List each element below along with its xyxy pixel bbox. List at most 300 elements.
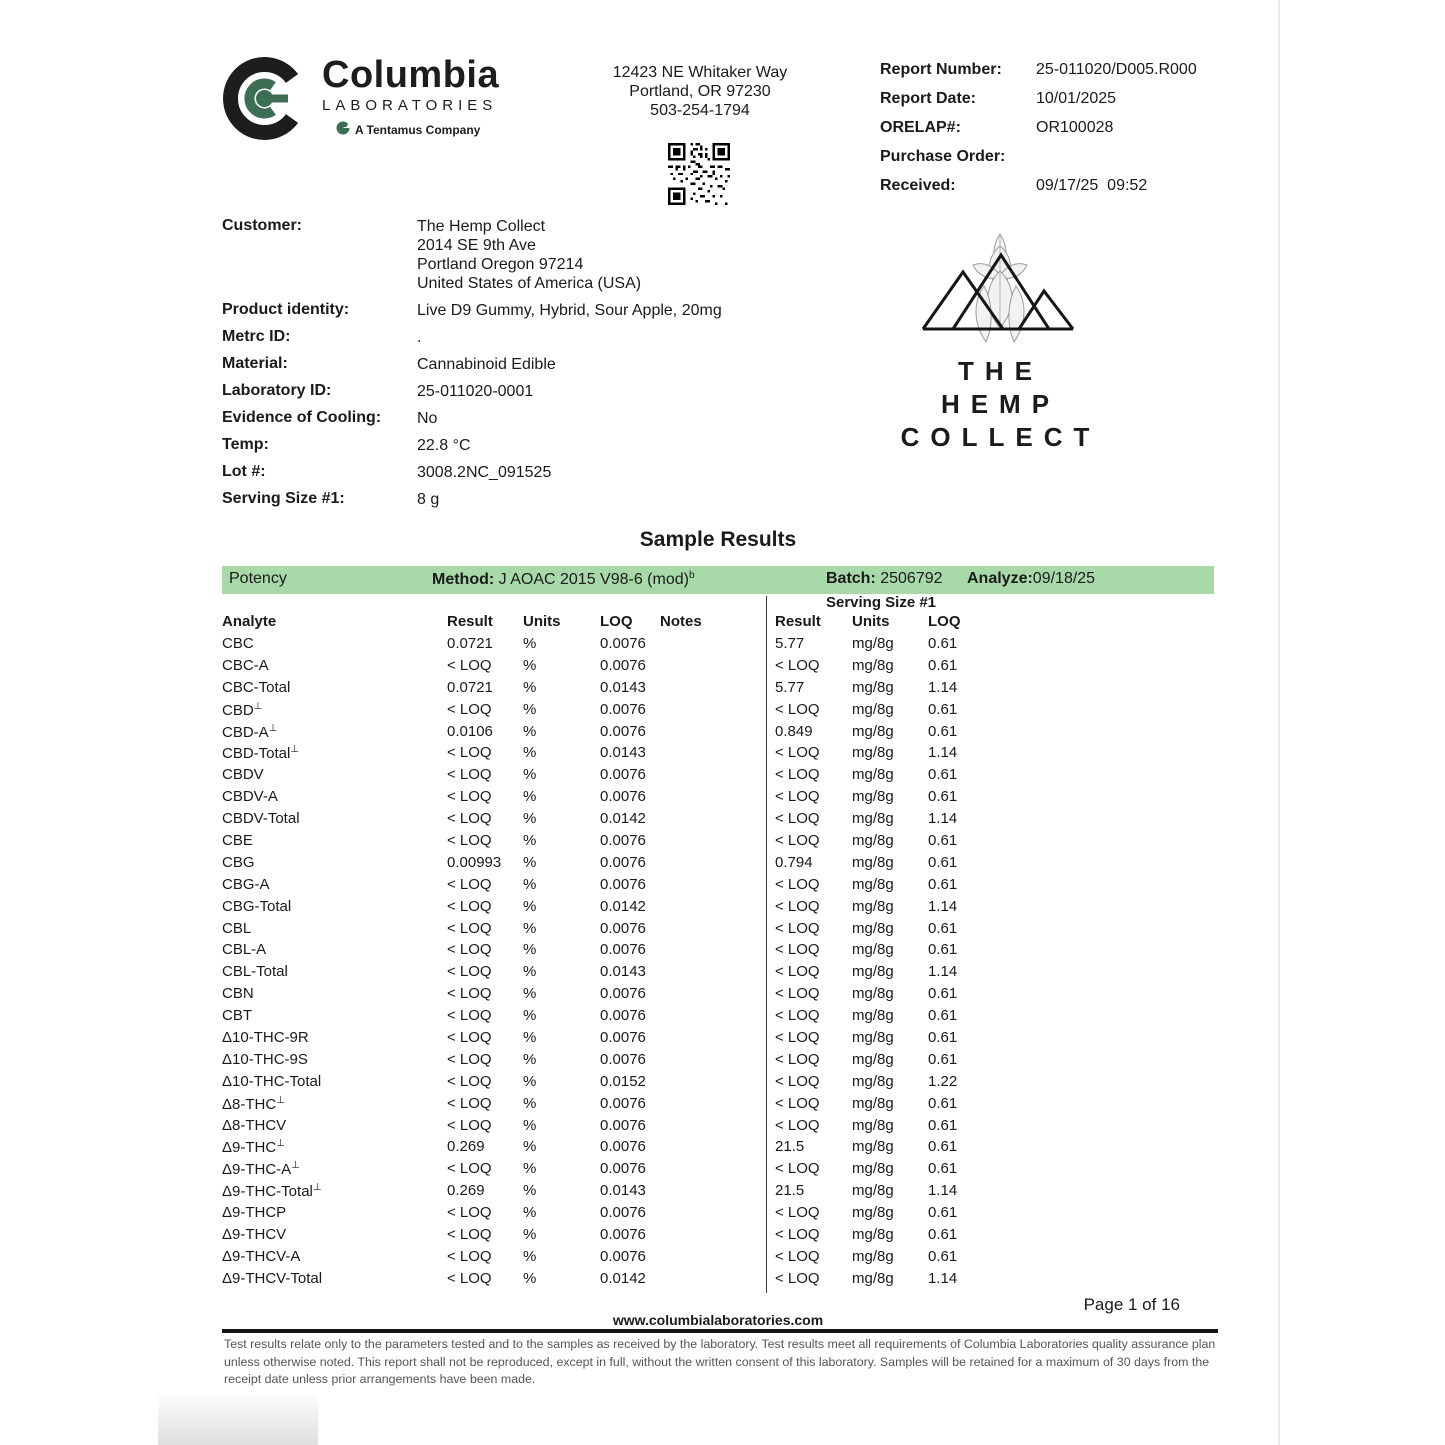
cell-result: < LOQ [447,985,492,1003]
cell-result: < LOQ [447,700,492,718]
cell-analyte: Δ10-THC-Total [222,1072,322,1090]
cell-serving-units: mg/8g [852,1247,894,1265]
cell-serving-loq: 0.61 [928,788,958,806]
cell-serving-units: mg/8g [852,832,894,850]
table-row [222,701,1214,723]
cell-units: % [523,1226,537,1244]
cell-result: < LOQ [447,963,492,981]
cell-units: % [523,963,537,981]
cell-serving-units: mg/8g [852,722,894,740]
table-row [222,832,1214,854]
cell-serving-units: mg/8g [852,700,894,718]
cell-result: < LOQ [447,656,492,674]
cell-serving-loq: 0.61 [928,700,958,718]
page-number: Page 1 of 16 [1083,1295,1180,1314]
cell-loq: 0.0142 [600,897,646,915]
cell-serving-units: mg/8g [852,744,894,762]
table-row [222,1073,1214,1095]
cell-serving-result: < LOQ [775,832,820,850]
cell-units: % [523,1182,537,1200]
cell-serving-loq: 0.61 [928,1029,958,1047]
customer-field [222,490,722,509]
customer-field-label: Laboratory ID: [222,382,332,399]
disclaimer-text: Test results relate only to the parameters tested and to the samples as received by the laboratory. Test results meet all requirements of Columbia Laboratories quality assurance plan unless otherwise noted. This report shall not be reproduced, except in full, without the written consent of this laboratory. Samples will be retained for a maximum of 30 days from the receipt date unless prior arrangements have been made. [224,1337,1216,1386]
table-row [222,1226,1214,1248]
batch-value: 2506792 [875,570,943,587]
cell-loq: 0.0143 [600,678,646,696]
analyte-footnote: ⊥ [312,1182,322,1194]
report-field [880,177,1197,195]
analyte-footnote: ⊥ [276,1138,285,1150]
cell-result: < LOQ [447,766,492,784]
cell-serving-result: < LOQ [775,897,820,915]
cell-serving-loq: 0.61 [928,1007,958,1025]
cell-loq: 0.0076 [600,985,646,1003]
customer-field-line: Cannabinoid Edible [417,356,556,373]
cell-loq: 0.0076 [600,1226,646,1244]
cell-result: 0.0721 [447,635,493,652]
table-row [222,1204,1214,1226]
cell-units: % [523,941,537,959]
report-field-label: Received: [880,177,956,194]
table-row [222,985,1214,1007]
sample-results-title: Sample Results [639,528,797,551]
cell-serving-units: mg/8g [852,941,894,959]
cell-units: % [523,897,537,915]
cell-analyte: Δ9-THC-Total⊥ [222,1182,322,1201]
report-field-value: 09/17/25 09:52 [1036,177,1148,194]
batch-label: Batch: [826,570,876,587]
cell-result: < LOQ [447,1204,492,1222]
report-field [880,90,1197,108]
cell-analyte: CBDV [222,766,264,784]
cell-serving-loq: 0.61 [928,766,958,784]
tentamus-icon [336,121,350,138]
cell-serving-result: 5.77 [775,635,805,652]
cell-analyte: CBG [222,853,255,871]
cell-serving-result: 0.794 [775,853,813,871]
cell-result: < LOQ [447,1116,492,1134]
cell-serving-loq: 0.61 [928,1094,958,1112]
table-row [222,657,1214,679]
lab-address-line: 12423 NE Whitaker Way [612,64,788,81]
cell-analyte: CBL-A [222,941,267,959]
customer-field-line: 2014 SE 9th Ave [417,237,536,254]
method-label: Method: [432,571,495,588]
cell-serving-loq: 0.61 [928,919,958,937]
cell-units: % [523,1029,537,1047]
cell-analyte: CBG-Total [222,897,292,915]
cell-serving-result: < LOQ [775,810,820,828]
lab-address-line: Portland, OR 97230 [629,83,771,100]
cell-serving-units: mg/8g [852,766,894,784]
hemp-collect-name-line2: COLLECT [900,422,1101,452]
cell-serving-loq: 0.61 [928,656,958,674]
section-label: Potency [229,570,287,587]
customer-field-line: 22.8 °C [417,437,471,454]
customer-field-line: Portland Oregon 97214 [417,256,584,273]
cell-loq: 0.0076 [600,853,646,871]
cell-result: < LOQ [447,1072,492,1090]
page-edge [1278,0,1280,1445]
cell-serving-loq: 0.61 [928,985,958,1003]
cell-loq: 0.0076 [600,919,646,937]
customer-field-value [417,328,421,347]
cell-serving-result: < LOQ [775,1269,820,1287]
customer-field-line: United States of America (USA) [417,275,642,292]
cell-serving-loq: 0.61 [928,1050,958,1068]
lab-address [540,63,860,120]
cell-analyte: CBL [222,919,252,937]
cell-serving-units: mg/8g [852,656,894,674]
cell-loq: 0.0142 [600,810,646,828]
table-row [222,788,1214,810]
cell-serving-loq: 0.61 [928,1204,958,1222]
report-fields [880,61,1197,206]
footer-rule [222,1329,1218,1333]
cell-result: 0.269 [447,1138,485,1156]
cell-loq: 0.0076 [600,1094,646,1112]
cell-loq: 0.0076 [600,635,646,652]
cell-serving-units: mg/8g [852,810,894,828]
cell-result: < LOQ [447,1007,492,1025]
cell-serving-loq: 0.61 [928,1116,958,1134]
report-field-value: 25-011020/D005.R000 [1036,61,1197,78]
cell-result: < LOQ [447,919,492,937]
cell-serving-loq: 0.61 [928,875,958,893]
table-row [222,898,1214,920]
cell-serving-units: mg/8g [852,1138,894,1156]
cell-result: < LOQ [447,941,492,959]
col-serving-loq: LOQ [928,613,961,630]
cell-units: % [523,766,537,784]
cell-units: % [523,1050,537,1068]
cell-result: < LOQ [447,897,492,915]
cell-result: 0.0106 [447,722,493,740]
cell-serving-result: < LOQ [775,1204,820,1222]
table-row [222,941,1214,963]
cell-serving-loq: 0.61 [928,832,958,850]
potency-table [222,594,1214,1296]
hemp-collect-logo-icon [913,337,1088,354]
cell-serving-loq: 1.14 [928,1182,958,1200]
cell-analyte: CBC-A [222,656,269,674]
customer-field-label: Evidence of Cooling: [222,409,382,426]
col-analyte: Analyte [222,613,277,630]
cell-units: % [523,1116,537,1134]
cell-loq: 0.0076 [600,1160,646,1178]
cell-loq: 0.0076 [600,875,646,893]
cell-serving-units: mg/8g [852,1204,894,1222]
cell-serving-result: < LOQ [775,1007,820,1025]
columbia-logo [222,56,499,147]
cell-units: % [523,656,537,674]
customer-field-line: 3008.2NC_091525 [417,464,552,481]
page-shadow [158,1392,318,1445]
cell-analyte: CBDV-A [222,788,278,806]
table-row [222,1117,1214,1139]
cell-loq: 0.0076 [600,1138,646,1156]
customer-field [222,382,722,401]
cell-loq: 0.0142 [600,1269,646,1287]
cell-serving-units: mg/8g [852,897,894,915]
cell-serving-result: < LOQ [775,1050,820,1068]
cell-analyte: CBL-Total [222,963,288,981]
columbia-logo-name: Columbia [322,54,500,96]
cell-serving-loq: 1.14 [928,744,958,762]
cell-result: < LOQ [447,1247,492,1265]
cell-serving-loq: 0.61 [928,853,958,871]
cell-serving-loq: 0.61 [928,1247,958,1265]
cell-units: % [523,853,537,871]
report-field-label: Purchase Order: [880,148,1006,165]
analyze-label: Analyze: [967,570,1033,587]
cell-loq: 0.0076 [600,1029,646,1047]
cell-serving-units: mg/8g [852,963,894,981]
cell-analyte: CBD-A⊥ [222,722,278,741]
cell-result: < LOQ [447,810,492,828]
table-row [222,854,1214,876]
columbia-logo-icon [222,56,308,147]
cell-analyte: CBT [222,1007,252,1025]
report-field-value: OR100028 [1036,119,1114,136]
cell-serving-units: mg/8g [852,1029,894,1047]
method-footnote: b [688,570,695,581]
cell-units: % [523,1072,537,1090]
customer-field-line: No [417,410,438,427]
cell-serving-loq: 1.14 [928,897,958,915]
customer-field-label: Lot #: [222,463,266,480]
cell-units: % [523,744,537,762]
cell-analyte: Δ9-THCP [222,1204,287,1222]
cell-result: < LOQ [447,1094,492,1112]
cell-serving-result: < LOQ [775,1072,820,1090]
table-row [222,744,1214,766]
cell-units: % [523,875,537,893]
cell-serving-result: < LOQ [775,1247,820,1265]
report-field [880,148,1197,166]
cell-serving-units: mg/8g [852,1072,894,1090]
cell-analyte: Δ10-THC-9R [222,1029,309,1047]
customer-field-label: Material: [222,355,288,372]
cell-units: % [523,1204,537,1222]
cell-units: % [523,1247,537,1265]
cell-result: 0.0721 [447,678,493,696]
cell-analyte: Δ8-THCV [222,1116,287,1134]
cell-loq: 0.0076 [600,766,646,784]
col-result: Result [447,613,493,630]
table-row [222,766,1214,788]
table-row [222,1182,1214,1204]
customer-field-value [417,409,437,428]
cell-units: % [523,700,537,718]
table-row [222,679,1214,701]
cell-serving-result: < LOQ [775,875,820,893]
cell-units: % [523,832,537,850]
customer-field-line: 8 g [417,491,440,508]
report-field-value: 10/01/2025 [1036,90,1117,107]
columbia-logo-sub: LABORATORIES [322,97,498,114]
customer-field-label: Customer: [222,217,303,234]
col-serving-result: Result [775,613,821,630]
batch [826,570,943,588]
cell-analyte: CBN [222,985,254,1003]
cell-analyte: CBDV-Total [222,810,300,828]
cell-serving-loq: 1.14 [928,1269,958,1287]
customer-field-label: Metrc ID: [222,328,291,345]
tentamus-tagline [336,121,499,138]
cell-serving-units: mg/8g [852,1007,894,1025]
cell-analyte: Δ9-THCV [222,1226,287,1244]
table-row [222,1095,1214,1117]
cell-loq: 0.0076 [600,700,646,718]
method [432,570,695,589]
cell-result: < LOQ [447,1226,492,1244]
cell-loq: 0.0143 [600,1182,646,1200]
cell-serving-result: 0.849 [775,722,813,740]
cell-loq: 0.0076 [600,941,646,959]
cell-serving-units: mg/8g [852,875,894,893]
cell-result: < LOQ [447,744,492,762]
cell-analyte: Δ9-THC⊥ [222,1138,285,1157]
cell-serving-loq: 0.61 [928,941,958,959]
customer-field-label: Product identity: [222,301,350,318]
customer-field-value [417,463,551,482]
customer-field-line: The Hemp Collect [417,218,546,235]
cell-result: < LOQ [447,788,492,806]
potency-table-body [222,635,1214,1292]
customer-field [222,217,722,293]
cell-serving-units: mg/8g [852,919,894,937]
cell-serving-result: < LOQ [775,1116,820,1134]
cell-serving-loq: 0.61 [928,1160,958,1178]
col-loq: LOQ [600,613,633,630]
cell-serving-units: mg/8g [852,1226,894,1244]
cell-serving-result: < LOQ [775,700,820,718]
cell-serving-result: < LOQ [775,656,820,674]
cell-serving-result: < LOQ [775,963,820,981]
cell-result: < LOQ [447,875,492,893]
qr-code-icon [668,143,730,205]
customer-field [222,463,722,482]
method-value: J AOAC 2015 V98-6 (mod) [494,571,689,588]
table-row [222,876,1214,898]
cell-serving-units: mg/8g [852,1160,894,1178]
cell-loq: 0.0076 [600,1116,646,1134]
cell-result: 0.00993 [447,853,502,871]
col-units: Units [523,613,561,630]
cell-result: < LOQ [447,832,492,850]
cell-serving-result: < LOQ [775,941,820,959]
cell-units: % [523,678,537,696]
serving-size-header: Serving Size #1 [825,594,937,611]
table-row [222,1138,1214,1160]
cell-result: < LOQ [447,1050,492,1068]
analyze-value: 09/18/25 [1032,570,1096,587]
analyte-footnote: ⊥ [268,722,278,734]
cell-serving-result: < LOQ [775,1160,820,1178]
customer-field-line: Live D9 Gummy, Hybrid, Sour Apple, 20mg [417,302,722,319]
table-row [222,723,1214,745]
cell-loq: 0.0143 [600,744,646,762]
cell-units: % [523,722,537,740]
cell-serving-loq: 1.14 [928,963,958,981]
customer-field-value [417,436,471,455]
cell-serving-result: < LOQ [775,788,820,806]
cell-analyte: CBE [222,832,253,850]
cell-analyte: CBD-Total⊥ [222,744,300,763]
cell-loq: 0.0076 [600,722,646,740]
customer-field [222,409,722,428]
cell-serving-loq: 1.22 [928,1072,958,1090]
table-row [222,1248,1214,1270]
customer-field-value [417,382,533,401]
cell-serving-loq: 0.61 [928,722,958,740]
cell-units: % [523,810,537,828]
cell-analyte: CBG-A [222,875,270,893]
cell-loq: 0.0143 [600,963,646,981]
cell-units: % [523,1007,537,1025]
cell-units: % [523,919,537,937]
cell-units: % [523,635,537,652]
customer-field-line: . [417,329,422,346]
cell-serving-loq: 0.61 [928,1138,958,1156]
analyte-footnote: ⊥ [276,1094,285,1106]
cell-serving-result: < LOQ [775,985,820,1003]
cell-serving-units: mg/8g [852,1269,894,1287]
cell-serving-result: 5.77 [775,678,805,696]
cell-units: % [523,788,537,806]
table-row [222,920,1214,942]
analyze [967,570,1095,588]
analyte-footnote: ⊥ [291,1160,300,1172]
cell-result: < LOQ [447,1269,492,1287]
report-field [880,119,1197,137]
cell-result: 0.269 [447,1182,485,1200]
analyte-footnote: ⊥ [290,744,300,756]
cell-serving-result: < LOQ [775,1226,820,1244]
customer-field-value [417,355,556,374]
cell-serving-units: mg/8g [852,678,894,696]
customer-field [222,301,722,320]
table-row [222,963,1214,985]
cell-serving-result: 21.5 [775,1138,805,1156]
table-row [222,1029,1214,1051]
table-row [222,1007,1214,1029]
cell-analyte: Δ10-THC-9S [222,1050,308,1068]
cell-units: % [523,1138,537,1156]
cell-serving-loq: 0.61 [928,635,958,652]
cell-loq: 0.0076 [600,832,646,850]
potency-section-bar [222,566,1214,594]
cell-serving-loq: 0.61 [928,1226,958,1244]
customer-field [222,328,722,347]
cell-serving-units: mg/8g [852,635,894,652]
customer-field [222,355,722,374]
cell-serving-result: < LOQ [775,919,820,937]
cell-serving-loq: 1.14 [928,810,958,828]
table-column-headers [222,613,1214,633]
cell-loq: 0.0076 [600,1204,646,1222]
cell-loq: 0.0152 [600,1072,646,1090]
customer-field-label: Temp: [222,436,269,453]
hemp-collect-logo [893,228,1108,454]
table-row [222,810,1214,832]
cell-serving-result: < LOQ [775,744,820,762]
col-serving-units: Units [852,613,890,630]
cell-analyte: Δ9-THCV-A [222,1247,301,1265]
cell-analyte: Δ8-THC⊥ [222,1094,285,1113]
